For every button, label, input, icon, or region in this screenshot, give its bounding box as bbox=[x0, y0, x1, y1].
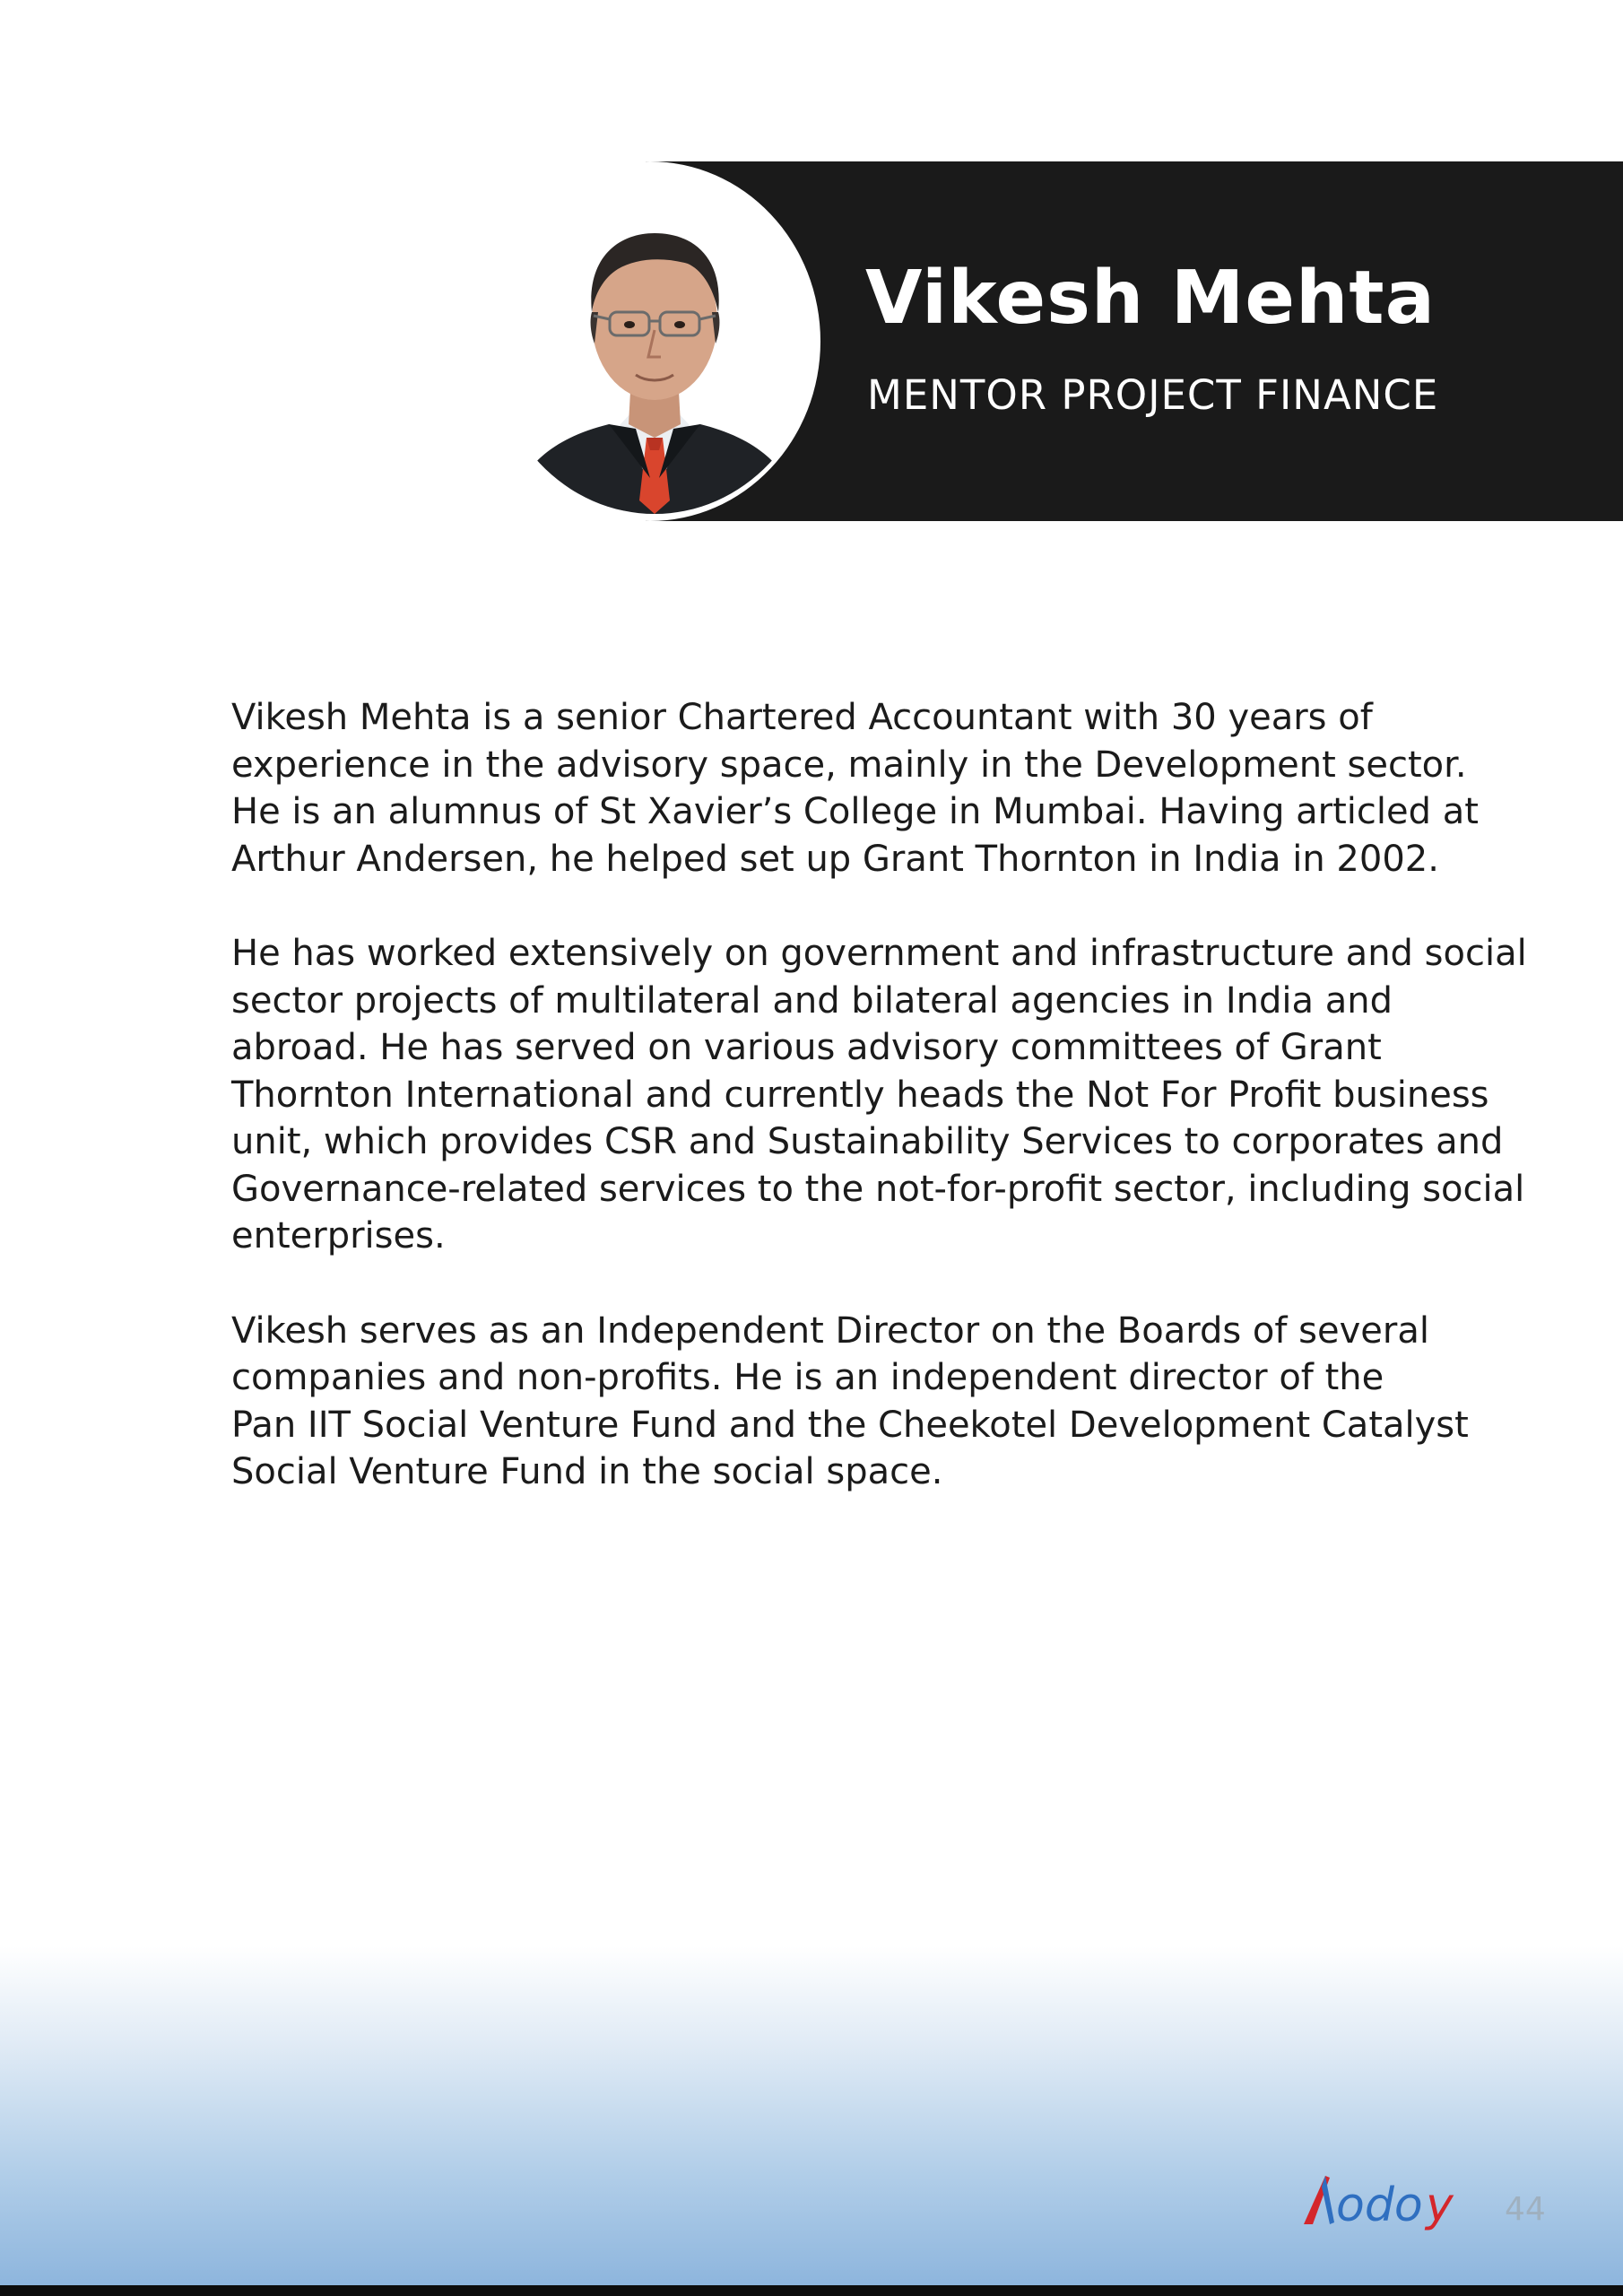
profile-role: MENTOR PROJECT FINANCE bbox=[867, 371, 1439, 419]
biography bbox=[231, 694, 1527, 1544]
footer-gradient bbox=[0, 1946, 1623, 2287]
bio-line: He is an alumnus of St Xavier’s College in Mumbai. Having articled at bbox=[231, 791, 1479, 832]
bio-line: Social Venture Fund in the social space. bbox=[231, 1451, 943, 1492]
footer-bar bbox=[0, 2285, 1623, 2296]
bio-paragraph-1 bbox=[231, 694, 1479, 883]
bio-line: abroad. He has served on various advisory committees of Grant bbox=[231, 1027, 1382, 1068]
bio-line: sector projects of multilateral and bilateral agencies in India and bbox=[231, 979, 1393, 1022]
brand-logo-icon bbox=[1302, 2169, 1463, 2231]
person-photo-icon bbox=[492, 169, 817, 514]
svg-text:odo: odo bbox=[1336, 2179, 1423, 2231]
profile-name: Vikesh Mehta bbox=[865, 256, 1436, 341]
portrait-photo bbox=[492, 169, 817, 514]
brand-logo bbox=[1302, 2169, 1463, 2231]
bio-line: He has worked extensively on government and infrastructure and social bbox=[231, 933, 1527, 974]
bio-line: Vikesh serves as an Independent Director on the Boards of several bbox=[231, 1309, 1429, 1352]
bio-line: Pan IIT Social Venture Fund and the Cheekotel Development Catalyst bbox=[231, 1404, 1469, 1446]
bio-line: experience in the advisory space, mainly in the Development sector. bbox=[231, 744, 1467, 786]
page-number: 44 bbox=[1505, 2191, 1546, 2228]
bio-line: Arthur Andersen, he helped set up Grant Thornton in India in 2002. bbox=[231, 838, 1439, 880]
bio-line: enterprises. bbox=[231, 1215, 446, 1257]
bio-line: unit, which provides CSR and Sustainability Services to corporates and bbox=[231, 1121, 1504, 1162]
bio-paragraph-2 bbox=[231, 930, 1527, 1260]
bio-line: Thornton International and currently heads the Not For Profit business bbox=[231, 1074, 1489, 1116]
bio-line: Governance-related services to the not-for-profit sector, including social bbox=[231, 1168, 1525, 1210]
bio-line: companies and non-profits. He is an independent director of the bbox=[231, 1357, 1384, 1398]
bio-paragraph-3 bbox=[231, 1308, 1469, 1496]
bio-line: Vikesh Mehta is a senior Chartered Accountant with 30 years of bbox=[231, 697, 1373, 738]
svg-text:y: y bbox=[1426, 2179, 1454, 2231]
